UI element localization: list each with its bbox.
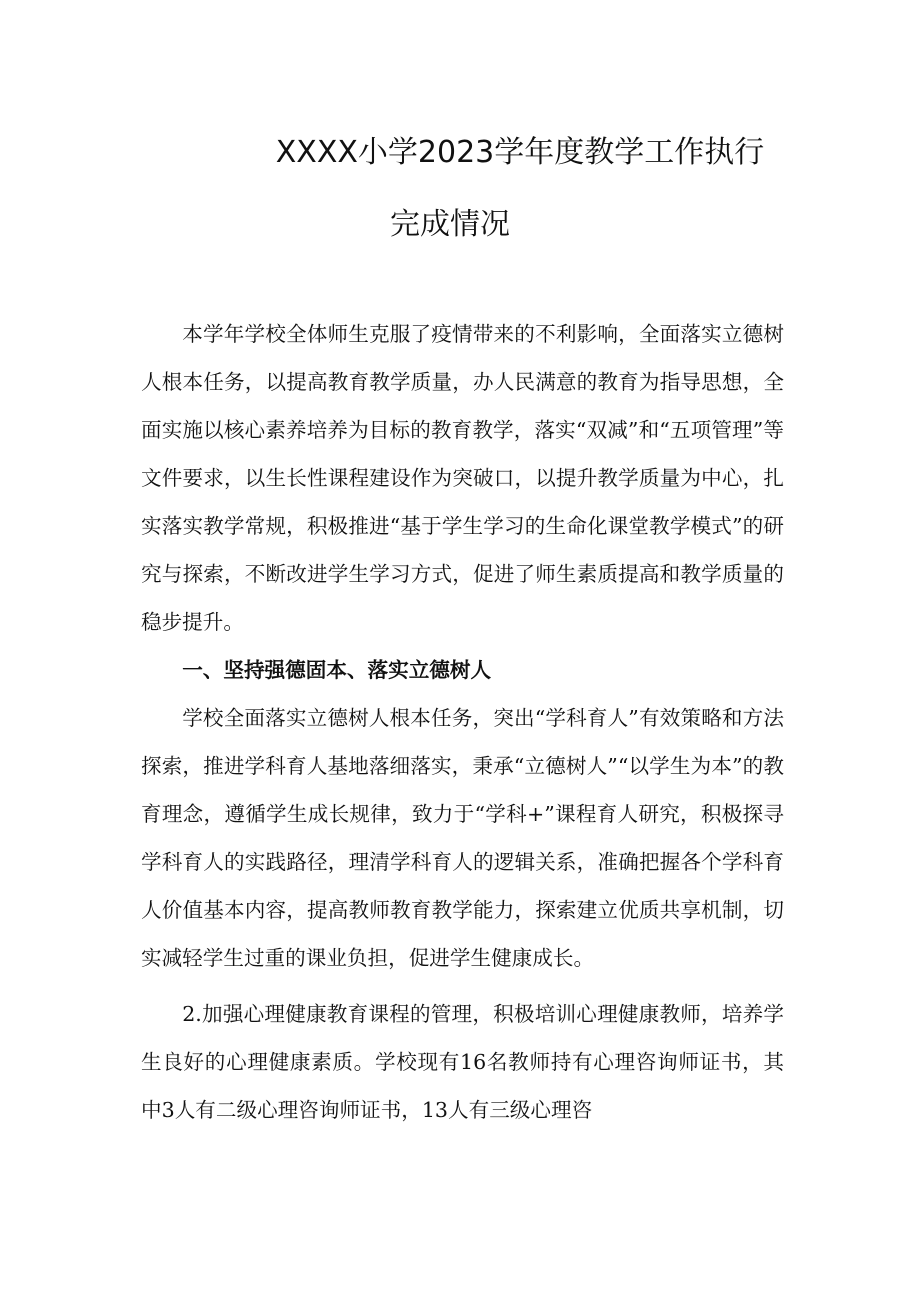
intro-paragraph: 本学年学校全体师生克服了疫情带来的不利影响，全面落实立德树人根本任务，以提高教育教学质量，办人民满意的教育为指导思想，全面实施以核心素养培养为目标的教育教学，落实“双减”和“五项管理”等文件要求，以生长性课程建设作为突破口，以提升教学质量为中心，扎实落实教学常规，积极推进“基于学生学习的生命化课堂教学模式”的研究与探索，不断改进学生学习方式，促进了师生素质提高和教学质量的稳步提升。: [141, 322, 784, 634]
document-title-line-2: 完成情况: [390, 207, 510, 242]
document-body: [141, 310, 784, 1134]
numbered-paragraph: 2.加强心理健康教育课程的管理，积极培训心理健康教师，培养学生良好的心理健康素质。学校现有16名教师持有心理咨询师证书，其中3人有二级心理咨询师证书，13人有三级心理咨: [141, 1002, 784, 1122]
paragraph-spacer: [141, 982, 784, 990]
document-title-line-1: XXXX小学2023学年度教学工作执行: [275, 135, 765, 170]
section-paragraph: 学校全面落实立德树人根本任务，突出“学科育人”有效策略和方法探索，推进学科育人基地落细落实，秉承“立德树人”“以学生为本”的教育理念，遵循学生成长规律，致力于“学科+”课程育人研究，积极探寻学科育人的实践路径，理清学科育人的逻辑关系，准确把握各个学科育人价值基本内容，提高教师教育教学能力，探索建立优质共享机制，切实减轻学生过重的课业负担，促进学生健康成长。: [141, 706, 784, 970]
section-heading: 一、坚持强德固本、落实立德树人: [182, 658, 492, 682]
